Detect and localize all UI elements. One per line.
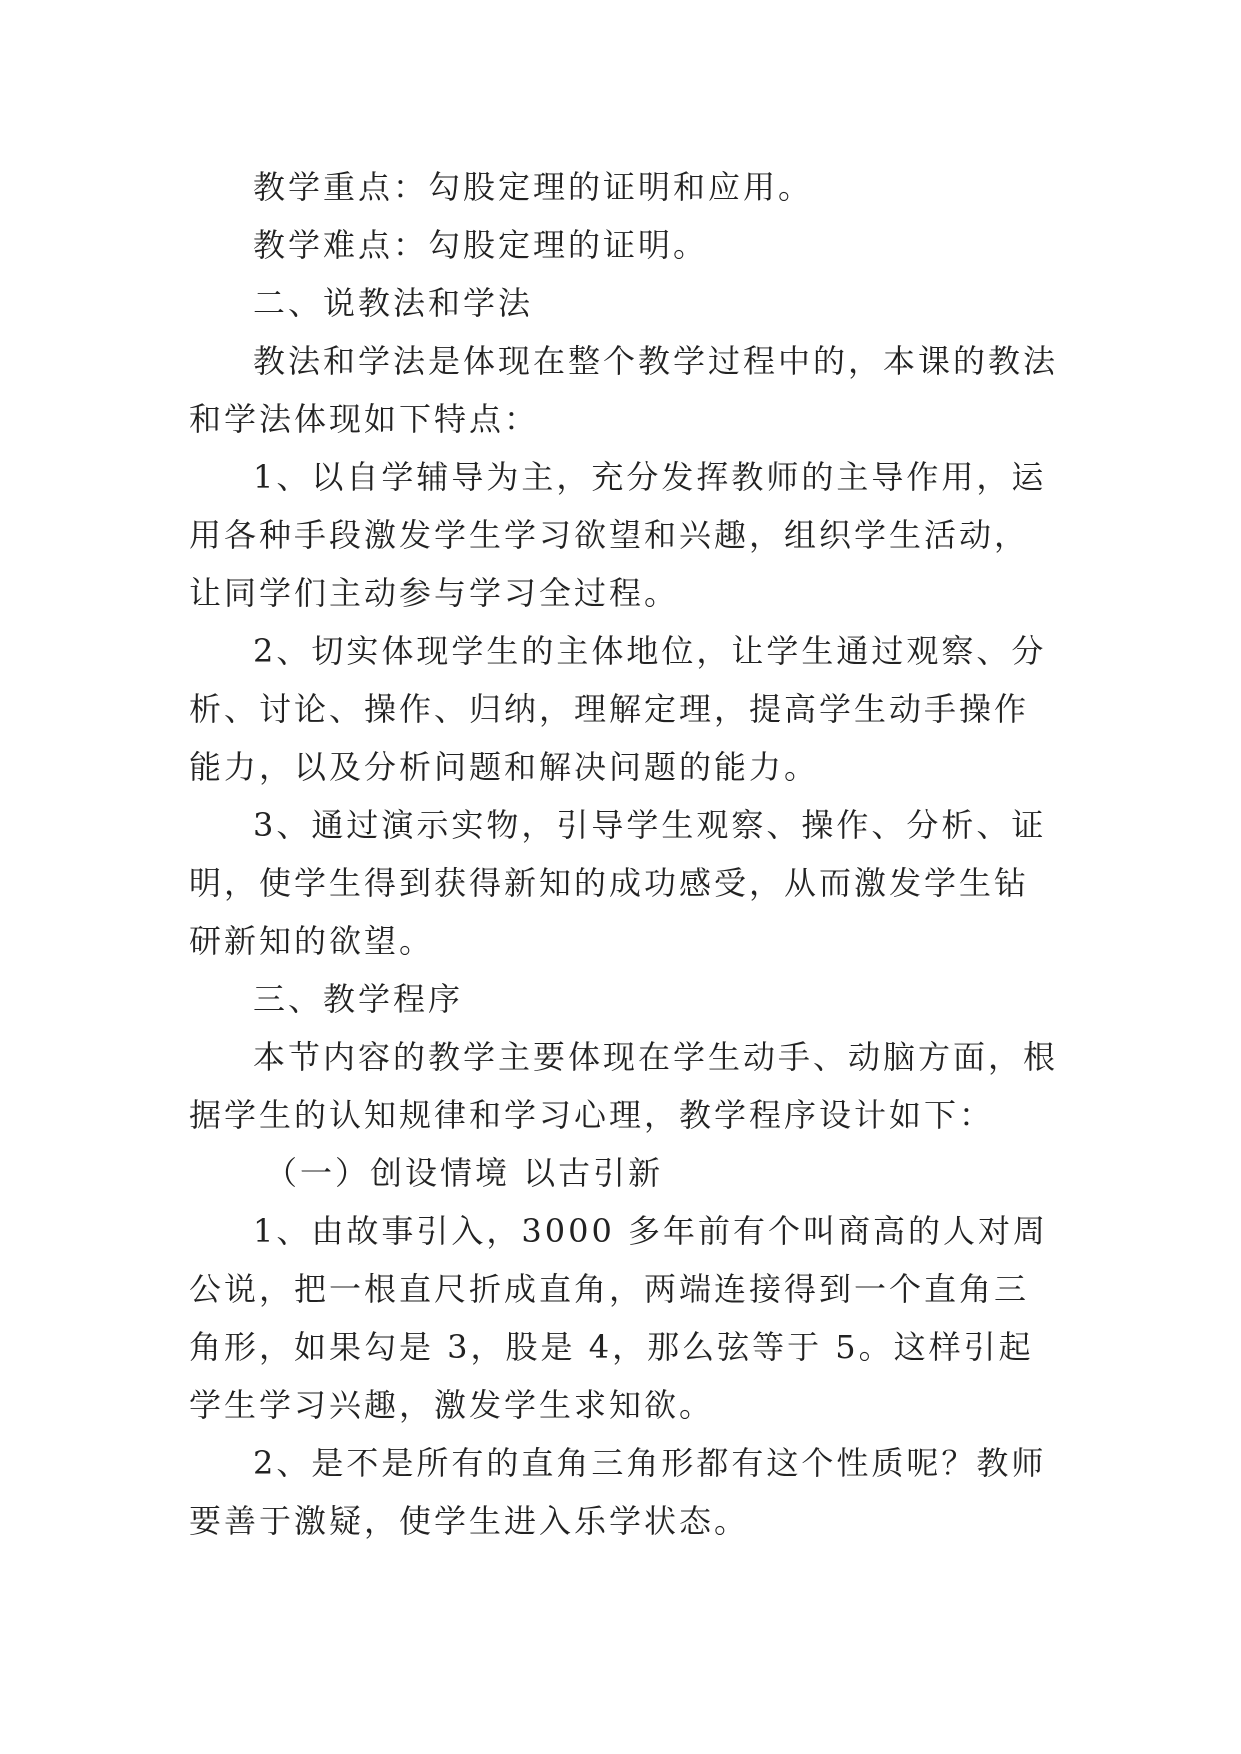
paragraph-method-3: 3、通过演示实物，引导学生观察、操作、分析、证明，使学生得到获得新知的成功感受，从而激发学生钻研新知的欲望。 (189, 806, 1047, 960)
section-heading-procedure: 三、教学程序 (253, 980, 464, 1018)
paragraph-methods-intro: 教法和学法是体现在整个教学过程中的，本课的教法和学法体现如下特点： (189, 342, 1059, 438)
paragraph-teaching-difficulty: 教学难点：勾股定理的证明。 (253, 226, 709, 264)
paragraph-method-2: 2、切实体现学生的主体地位，让学生通过观察、分析、讨论、操作、归纳，理解定理，提高学生动手操作能力，以及分析问题和解决问题的能力。 (189, 632, 1047, 786)
paragraph-procedure-intro: 本节内容的教学主要体现在学生动手、动脑方面，根据学生的认知规律和学习心理，教学程序设计如下： (189, 1038, 1059, 1134)
section-heading-methods: 二、说教法和学法 (253, 284, 534, 322)
paragraph-teaching-focus: 教学重点：勾股定理的证明和应用。 (253, 168, 814, 206)
subsection-heading-scenario: （一）创设情境 以古引新 (265, 1154, 664, 1192)
paragraph-scenario-2: 2、是不是所有的直角三角形都有这个性质呢？教师要善于激疑，使学生进入乐学状态。 (189, 1444, 1047, 1540)
paragraph-method-1: 1、以自学辅导为主，充分发挥教师的主导作用，运用各种手段激发学生学习欲望和兴趣，组织学生活动，让同学们主动参与学习全过程。 (189, 458, 1047, 612)
document-body (189, 158, 1059, 1550)
paragraph-scenario-1: 1、由故事引入，3000 多年前有个叫商高的人对周公说，把一根直尺折成直角，两端连接得到一个直角三角形，如果勾是 3，股是 4，那么弦等于 5。这样引起学生学习兴趣，激发学生求知欲。 (189, 1212, 1048, 1424)
